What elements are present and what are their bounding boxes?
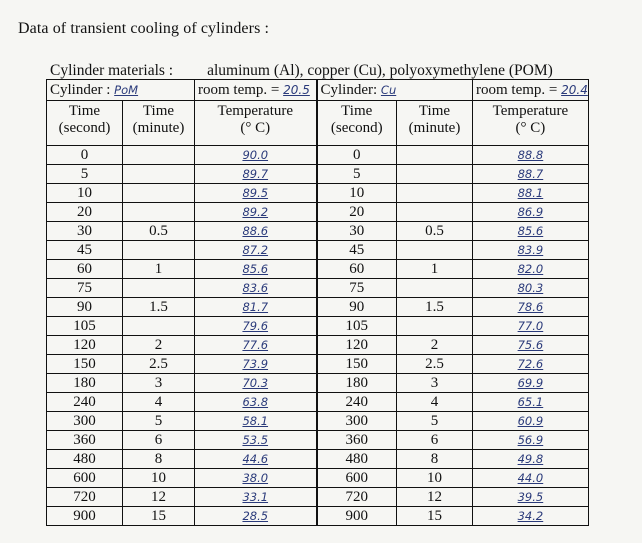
left-temp-cell <box>195 298 317 317</box>
cell-value: 0.5 <box>425 223 444 239</box>
right-temp-cell <box>473 241 589 260</box>
left-temp-cell <box>195 488 317 507</box>
right-time-min-cell <box>397 393 473 412</box>
left-time-sec-cell <box>47 450 123 469</box>
left-temp-cell <box>195 507 317 526</box>
table-row <box>47 317 589 336</box>
cell-value: 2 <box>430 337 439 353</box>
right-time-min-cell <box>397 469 473 488</box>
right-time-sec-cell <box>317 450 397 469</box>
table-row <box>47 393 589 412</box>
right-time-sec-cell <box>317 336 397 355</box>
cell-value: 300 <box>73 413 96 429</box>
cell-value: 12 <box>427 489 442 505</box>
handwritten-temp-value: 33.1 <box>242 490 269 504</box>
table-row <box>47 450 589 469</box>
left-time-sec-cell <box>47 298 123 317</box>
left-time-sec-cell <box>47 355 123 374</box>
left-time-min-cell <box>123 241 195 260</box>
handwritten-temp-value: 56.9 <box>517 433 544 447</box>
right-temp-cell <box>473 260 589 279</box>
col-header-left-time-sec: Time (second) <box>47 101 123 146</box>
cell-value: 105 <box>345 318 368 334</box>
table-row <box>47 184 589 203</box>
right-time-min-cell <box>397 279 473 298</box>
cell-value: 3 <box>154 375 163 391</box>
right-time-sec-cell <box>317 393 397 412</box>
left-time-min-cell <box>123 412 195 431</box>
col-header-right-temp: Temperature (° C) <box>473 101 589 146</box>
materials-label: Cylinder materials : <box>50 62 174 79</box>
right-temp-cell <box>473 279 589 298</box>
cell-value: 1.5 <box>149 299 168 315</box>
table-row <box>47 336 589 355</box>
handwritten-temp-value: 77.6 <box>242 338 269 352</box>
right-time-sec-cell <box>317 488 397 507</box>
handwritten-temp-value: 85.6 <box>242 262 269 276</box>
left-time-sec-cell <box>47 431 123 450</box>
table-row <box>47 241 589 260</box>
left-temp-cell <box>195 412 317 431</box>
right-cylinder-label: Cylinder: <box>320 82 378 98</box>
left-time-sec-cell <box>47 241 123 260</box>
cell-value: 4 <box>430 394 439 410</box>
left-temp-cell <box>195 260 317 279</box>
cell-value: 5 <box>80 166 89 182</box>
right-time-sec-cell <box>317 317 397 336</box>
cell-value: 150 <box>73 356 96 372</box>
left-time-sec-cell <box>47 184 123 203</box>
left-time-sec-cell <box>47 412 123 431</box>
right-temp-cell <box>473 393 589 412</box>
handwritten-temp-value: 72.6 <box>517 357 544 371</box>
cell-value: 45 <box>77 242 92 258</box>
left-time-sec-cell <box>47 393 123 412</box>
left-time-min-cell <box>123 488 195 507</box>
left-temp-cell <box>195 431 317 450</box>
left-time-min-cell <box>123 260 195 279</box>
left-time-min-cell <box>123 279 195 298</box>
right-time-min-cell <box>397 222 473 241</box>
right-time-sec-cell <box>317 355 397 374</box>
right-temp-cell <box>473 336 589 355</box>
right-temp-cell <box>473 203 589 222</box>
cell-value: 300 <box>345 413 368 429</box>
handwritten-temp-value: 81.7 <box>242 300 269 314</box>
left-time-min-cell <box>123 507 195 526</box>
right-temp-cell <box>473 317 589 336</box>
left-time-sec-cell <box>47 488 123 507</box>
left-cylinder-value: PoM <box>114 83 139 97</box>
cell-value: 480 <box>345 451 368 467</box>
left-temp-cell <box>195 203 317 222</box>
right-time-sec-cell <box>317 165 397 184</box>
table-row <box>47 298 589 317</box>
right-temp-cell <box>473 412 589 431</box>
cell-value: 90 <box>77 299 92 315</box>
cell-value: 1 <box>430 261 439 277</box>
left-time-min-cell <box>123 431 195 450</box>
right-temp-cell <box>473 450 589 469</box>
left-temp-cell <box>195 450 317 469</box>
right-time-min-cell <box>397 450 473 469</box>
left-temp-cell <box>195 279 317 298</box>
cell-value: 180 <box>73 375 96 391</box>
right-temp-cell <box>473 355 589 374</box>
left-temp-cell <box>195 222 317 241</box>
cell-value: 600 <box>73 470 96 486</box>
cell-value: 4 <box>154 394 163 410</box>
handwritten-temp-value: 39.5 <box>517 490 544 504</box>
right-temp-cell <box>473 488 589 507</box>
right-time-sec-cell <box>317 222 397 241</box>
right-time-min-cell <box>397 317 473 336</box>
cell-value: 20 <box>349 204 365 220</box>
right-temp-cell <box>473 431 589 450</box>
handwritten-temp-value: 34.2 <box>517 509 544 523</box>
table-row <box>47 279 589 298</box>
left-cylinder-label: Cylinder : <box>50 82 111 98</box>
right-room-value: 20.4 <box>561 83 588 97</box>
right-time-min-cell <box>397 374 473 393</box>
right-time-sec-cell <box>317 203 397 222</box>
right-time-sec-cell <box>317 374 397 393</box>
table-row <box>47 355 589 374</box>
cell-value: 10 <box>151 470 166 486</box>
left-time-min-cell <box>123 298 195 317</box>
left-room-cell <box>195 80 317 101</box>
left-time-min-cell <box>123 450 195 469</box>
left-time-min-cell <box>123 374 195 393</box>
cell-value: 5 <box>430 413 439 429</box>
left-time-min-cell <box>123 203 195 222</box>
cell-value: 6 <box>154 432 163 448</box>
left-temp-cell <box>195 393 317 412</box>
left-cylinder-cell <box>47 80 195 101</box>
cell-value: 75 <box>77 280 92 296</box>
cell-value: 2.5 <box>149 356 168 372</box>
left-time-min-cell <box>123 146 195 165</box>
cell-value: 2.5 <box>425 356 444 372</box>
left-time-min-cell <box>123 336 195 355</box>
cell-value: 900 <box>345 508 368 524</box>
right-room-cell <box>473 80 589 101</box>
right-temp-cell <box>473 507 589 526</box>
right-temp-cell <box>473 469 589 488</box>
table-row <box>47 260 589 279</box>
handwritten-temp-value: 38.0 <box>242 471 269 485</box>
left-time-sec-cell <box>47 374 123 393</box>
right-time-min-cell <box>397 412 473 431</box>
col-header-left-temp: Temperature (° C) <box>195 101 317 146</box>
cell-value: 1 <box>154 261 163 277</box>
left-time-sec-cell <box>47 165 123 184</box>
cell-value: 900 <box>73 508 96 524</box>
right-time-min-cell <box>397 146 473 165</box>
materials-list: aluminum (Al), copper (Cu), polyoxymethylene (POM) <box>207 62 553 79</box>
handwritten-temp-value: 89.7 <box>242 167 269 181</box>
cell-value: 600 <box>345 470 368 486</box>
left-temp-cell <box>195 355 317 374</box>
cell-value: 8 <box>154 451 163 467</box>
handwritten-temp-value: 88.1 <box>517 186 544 200</box>
col-header-left-time-min: Time (minute) <box>123 101 195 146</box>
handwritten-temp-value: 80.3 <box>517 281 544 295</box>
cell-value: 60 <box>349 261 365 277</box>
right-time-sec-cell <box>317 298 397 317</box>
right-time-min-cell <box>397 241 473 260</box>
right-time-min-cell <box>397 488 473 507</box>
handwritten-temp-value: 79.6 <box>242 319 269 333</box>
cell-value: 2 <box>154 337 163 353</box>
left-time-sec-cell <box>47 507 123 526</box>
right-time-sec-cell <box>317 260 397 279</box>
handwritten-temp-value: 89.2 <box>242 205 269 219</box>
left-temp-cell <box>195 241 317 260</box>
cell-value: 0 <box>80 147 89 163</box>
cell-value: 480 <box>73 451 96 467</box>
handwritten-temp-value: 60.9 <box>517 414 544 428</box>
right-time-min-cell <box>397 336 473 355</box>
handwritten-temp-value: 53.5 <box>242 433 269 447</box>
right-temp-cell <box>473 222 589 241</box>
left-time-sec-cell <box>47 336 123 355</box>
cell-value: 5 <box>353 166 361 182</box>
left-time-sec-cell <box>47 146 123 165</box>
cell-value: 1.5 <box>425 299 444 315</box>
table-row <box>47 431 589 450</box>
cell-value: 180 <box>345 375 368 391</box>
handwritten-temp-value: 86.9 <box>517 205 544 219</box>
left-temp-cell <box>195 469 317 488</box>
handwritten-temp-value: 44.0 <box>517 471 544 485</box>
left-room-value: 20.5 <box>283 83 310 97</box>
right-temp-cell <box>473 146 589 165</box>
right-cylinder-value: Cu <box>380 83 397 97</box>
left-temp-cell <box>195 317 317 336</box>
left-time-min-cell <box>123 393 195 412</box>
handwritten-temp-value: 49.8 <box>517 452 544 466</box>
left-temp-cell <box>195 336 317 355</box>
handwritten-temp-value: 70.3 <box>242 376 269 390</box>
cell-value: 240 <box>73 394 96 410</box>
left-time-min-cell <box>123 165 195 184</box>
cell-value: 120 <box>345 337 368 353</box>
table-row <box>47 203 589 222</box>
cell-value: 720 <box>345 489 368 505</box>
left-time-sec-cell <box>47 317 123 336</box>
table-row <box>47 374 589 393</box>
left-temp-cell <box>195 374 317 393</box>
handwritten-temp-value: 90.0 <box>242 148 269 162</box>
table-row <box>47 507 589 526</box>
cell-value: 15 <box>151 508 166 524</box>
materials-line <box>50 62 553 80</box>
cell-value: 10 <box>77 185 92 201</box>
left-temp-cell <box>195 184 317 203</box>
right-time-sec-cell <box>317 469 397 488</box>
right-room-label: room temp. = <box>476 82 558 98</box>
table-row <box>47 165 589 184</box>
cell-value: 6 <box>430 432 439 448</box>
right-time-min-cell <box>397 184 473 203</box>
right-time-min-cell <box>397 165 473 184</box>
left-time-min-cell <box>123 222 195 241</box>
right-time-sec-cell <box>317 507 397 526</box>
left-time-sec-cell <box>47 260 123 279</box>
right-time-sec-cell <box>317 241 397 260</box>
cell-value: 30 <box>349 223 365 239</box>
cell-value: 10 <box>349 185 365 201</box>
left-time-min-cell <box>123 469 195 488</box>
cell-value: 12 <box>151 489 166 505</box>
table-row <box>47 488 589 507</box>
handwritten-temp-value: 83.9 <box>517 243 544 257</box>
cell-value: 0 <box>353 147 361 163</box>
cell-value: 105 <box>73 318 96 334</box>
right-temp-cell <box>473 298 589 317</box>
cell-value: 30 <box>77 223 92 239</box>
cell-value: 60 <box>77 261 92 277</box>
right-time-sec-cell <box>317 412 397 431</box>
cooling-data-table <box>46 79 589 526</box>
left-temp-cell <box>195 165 317 184</box>
handwritten-temp-value: 88.6 <box>242 224 269 238</box>
cell-value: 240 <box>345 394 368 410</box>
right-time-min-cell <box>397 260 473 279</box>
right-temp-cell <box>473 165 589 184</box>
handwritten-temp-value: 44.6 <box>242 452 269 466</box>
right-time-sec-cell <box>317 184 397 203</box>
right-time-sec-cell <box>317 146 397 165</box>
cell-value: 720 <box>73 489 96 505</box>
cell-value: 120 <box>73 337 96 353</box>
handwritten-temp-value: 75.6 <box>517 338 544 352</box>
right-time-min-cell <box>397 355 473 374</box>
handwritten-temp-value: 28.5 <box>242 509 269 523</box>
left-time-sec-cell <box>47 279 123 298</box>
handwritten-temp-value: 88.8 <box>517 148 544 162</box>
handwritten-temp-value: 85.6 <box>517 224 544 238</box>
handwritten-temp-value: 69.9 <box>517 376 544 390</box>
left-temp-cell <box>195 146 317 165</box>
cell-value: 45 <box>349 242 365 258</box>
cell-value: 90 <box>349 299 365 315</box>
right-time-min-cell <box>397 203 473 222</box>
handwritten-temp-value: 63.8 <box>242 395 269 409</box>
cell-value: 20 <box>77 204 92 220</box>
handwritten-temp-value: 58.1 <box>242 414 269 428</box>
cell-value: 8 <box>430 451 439 467</box>
cell-value: 5 <box>154 413 163 429</box>
table-row <box>47 469 589 488</box>
col-header-right-time-sec: Time (second) <box>317 101 397 146</box>
handwritten-temp-value: 65.1 <box>517 395 544 409</box>
cell-value: 10 <box>427 470 442 486</box>
table-row <box>47 146 589 165</box>
handwritten-temp-value: 78.6 <box>517 300 544 314</box>
handwritten-temp-value: 89.5 <box>242 186 269 200</box>
left-time-min-cell <box>123 184 195 203</box>
handwritten-temp-value: 82.0 <box>517 262 544 276</box>
table-row <box>47 222 589 241</box>
cell-value: 75 <box>349 280 365 296</box>
cell-value: 3 <box>430 375 439 391</box>
left-time-sec-cell <box>47 203 123 222</box>
handwritten-temp-value: 73.9 <box>242 357 269 371</box>
left-time-sec-cell <box>47 469 123 488</box>
cell-value: 360 <box>73 432 96 448</box>
right-time-min-cell <box>397 507 473 526</box>
right-temp-cell <box>473 184 589 203</box>
right-time-sec-cell <box>317 279 397 298</box>
cell-value: 15 <box>427 508 442 524</box>
left-time-min-cell <box>123 355 195 374</box>
left-time-min-cell <box>123 317 195 336</box>
handwritten-temp-value: 88.7 <box>517 167 544 181</box>
handwritten-temp-value: 83.6 <box>242 281 269 295</box>
column-header-row <box>47 101 589 146</box>
right-time-min-cell <box>397 431 473 450</box>
handwritten-temp-value: 77.0 <box>517 319 544 333</box>
cell-value: 360 <box>345 432 368 448</box>
cell-value: 150 <box>345 356 368 372</box>
right-temp-cell <box>473 374 589 393</box>
handwritten-temp-value: 87.2 <box>242 243 269 257</box>
left-room-label: room temp. = <box>198 82 280 98</box>
page-title: Data of transient cooling of cylinders : <box>18 20 270 37</box>
table-row <box>47 412 589 431</box>
left-time-sec-cell <box>47 222 123 241</box>
cell-value: 0.5 <box>149 223 168 239</box>
right-cylinder-cell <box>317 80 473 101</box>
right-time-min-cell <box>397 298 473 317</box>
col-header-right-time-min: Time (minute) <box>397 101 473 146</box>
right-time-sec-cell <box>317 431 397 450</box>
cylinder-meta-row <box>47 80 589 101</box>
